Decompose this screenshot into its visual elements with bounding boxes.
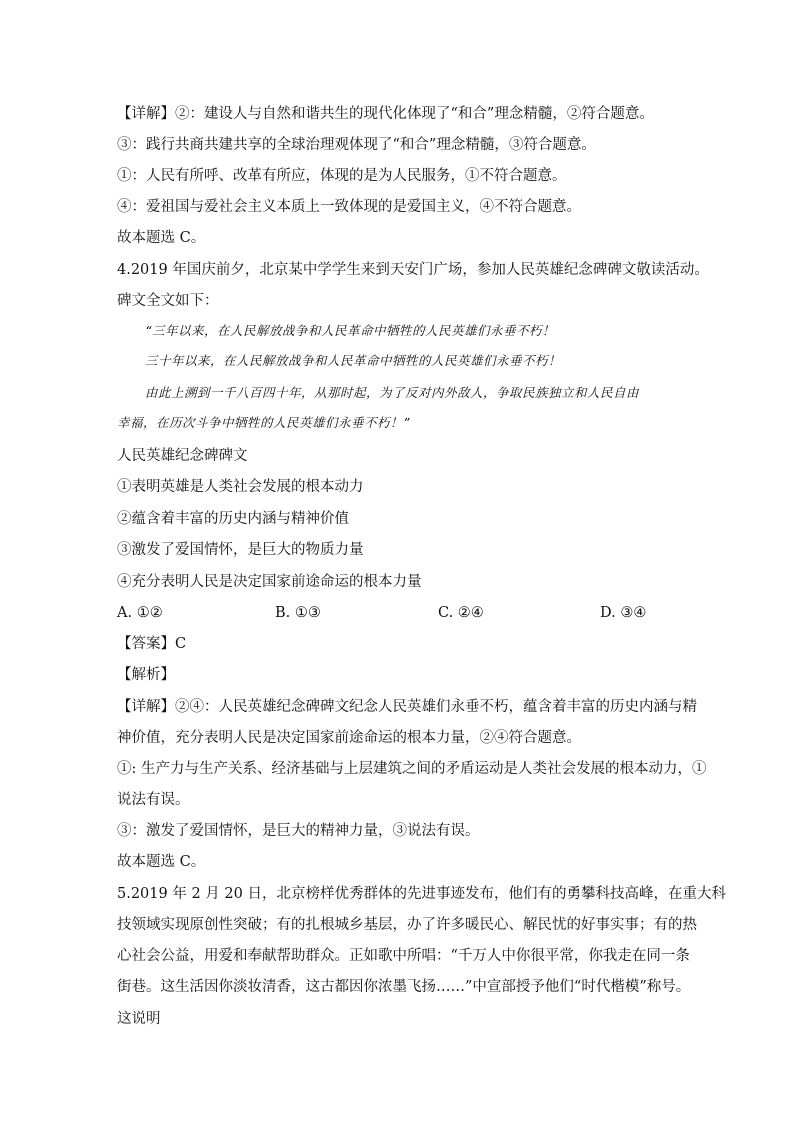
conclusion-line: 故本题选 C。 bbox=[117, 230, 206, 246]
question-5-line-2: 技领域实现原创性突破；有的扎根城乡基层，办了许多暖民心、解民忧的好事实事；有的热 bbox=[117, 917, 697, 933]
q4-detail-line-3: ①: 生产力与生产关系、经济基础与上层建筑之间的矛盾运动是人类社会发展的根本动力，① bbox=[117, 761, 707, 777]
statement-3: ③激发了爱国情怀，是巨大的物质力量 bbox=[117, 542, 364, 558]
question-4-stem: 4.2019 年国庆前夕，北京某中学学生来到天安门广场，参加人民英雄纪念碑碑文敬读活动。 bbox=[117, 262, 709, 278]
statement-4: ④充分表明人民是决定国家前途命运的根本力量 bbox=[117, 574, 422, 590]
answer-line: 【答案】C bbox=[117, 636, 187, 652]
q4-detail-line-2: 神价值，充分表明人民是决定国家前途命运的根本力量，②④符合题意。 bbox=[117, 730, 581, 746]
option-d: D. ③④ bbox=[600, 605, 647, 621]
question-5-line-3: 心社会公益，用爱和奉献帮助群众。正如歌中所唱：“千万人中你很平常，你我走在同一条 bbox=[117, 948, 690, 964]
detail-line-2: ③：践行共商共建共享的全球治理观体现了“和合”理念精髓，③符合题意。 bbox=[117, 137, 596, 153]
question-5-line-4: 街巷。这生活因你淡妆清香，这古都因你浓墨飞扬……”中宣部授予他们“时代楷模”称号。 bbox=[117, 979, 691, 995]
q4-conclusion: 故本题选 C。 bbox=[117, 854, 206, 870]
option-c: C. ②④ bbox=[438, 605, 484, 621]
statement-2: ②蕴含着丰富的历史内涵与精神价值 bbox=[117, 511, 349, 527]
question-5-line-1: 5.2019 年 2 月 20 日，北京榜样优秀群体的先进事迹发布，他们有的勇攀科技高峰，在重大科 bbox=[117, 886, 726, 902]
q4-detail-line-5: ③：激发了爱国情怀，是巨大的精神力量，③说法有误。 bbox=[117, 823, 480, 839]
q4-detail-line-1: 【详解】②④：人民英雄纪念碑碑文纪念人民英雄们永垂不朽，蕴含着丰富的历史内涵与精 bbox=[117, 699, 697, 715]
inscription-line-4: 幸福，在历次斗争中牺牲的人民英雄们永垂不朽！” bbox=[117, 415, 410, 430]
stem-subject: 人民英雄纪念碑碑文 bbox=[117, 448, 248, 464]
q4-detail-line-4: 说法有误。 bbox=[117, 792, 190, 808]
detail-line-1: 【详解】②：建设人与自然和谐共生的现代化体现了“和合”理念精髓，②符合题意。 bbox=[117, 106, 654, 122]
option-a: A. ①② bbox=[117, 605, 163, 621]
question-5-line-5: 这说明 bbox=[117, 1011, 161, 1027]
option-b: B. ①③ bbox=[275, 605, 321, 621]
inscription-line-1: “三年以来，在人民解放战争和人民革命中牺牲的人民英雄们永垂不朽！ bbox=[145, 323, 555, 338]
detail-line-4: ④：爱祖国与爱社会主义本质上一致体现的是爱国主义，④不符合题意。 bbox=[117, 199, 581, 215]
detail-line-3: ①：人民有所呼、改革有所应，体现的是为人民服务，①不符合题意。 bbox=[117, 168, 567, 184]
statement-1: ①表明英雄是人类社会发展的根本动力 bbox=[117, 479, 364, 495]
inscription-line-3: 由此上溯到一千八百四十年，从那时起，为了反对内外敌人，争取民族独立和人民自由 bbox=[145, 385, 640, 400]
inscription-line-2: 三十年以来，在人民解放战争和人民革命中牺牲的人民英雄们永垂不朽！ bbox=[145, 353, 562, 368]
inscription-intro: 碑文全文如下： bbox=[117, 293, 219, 309]
analysis-heading: 【解析】 bbox=[117, 667, 175, 683]
